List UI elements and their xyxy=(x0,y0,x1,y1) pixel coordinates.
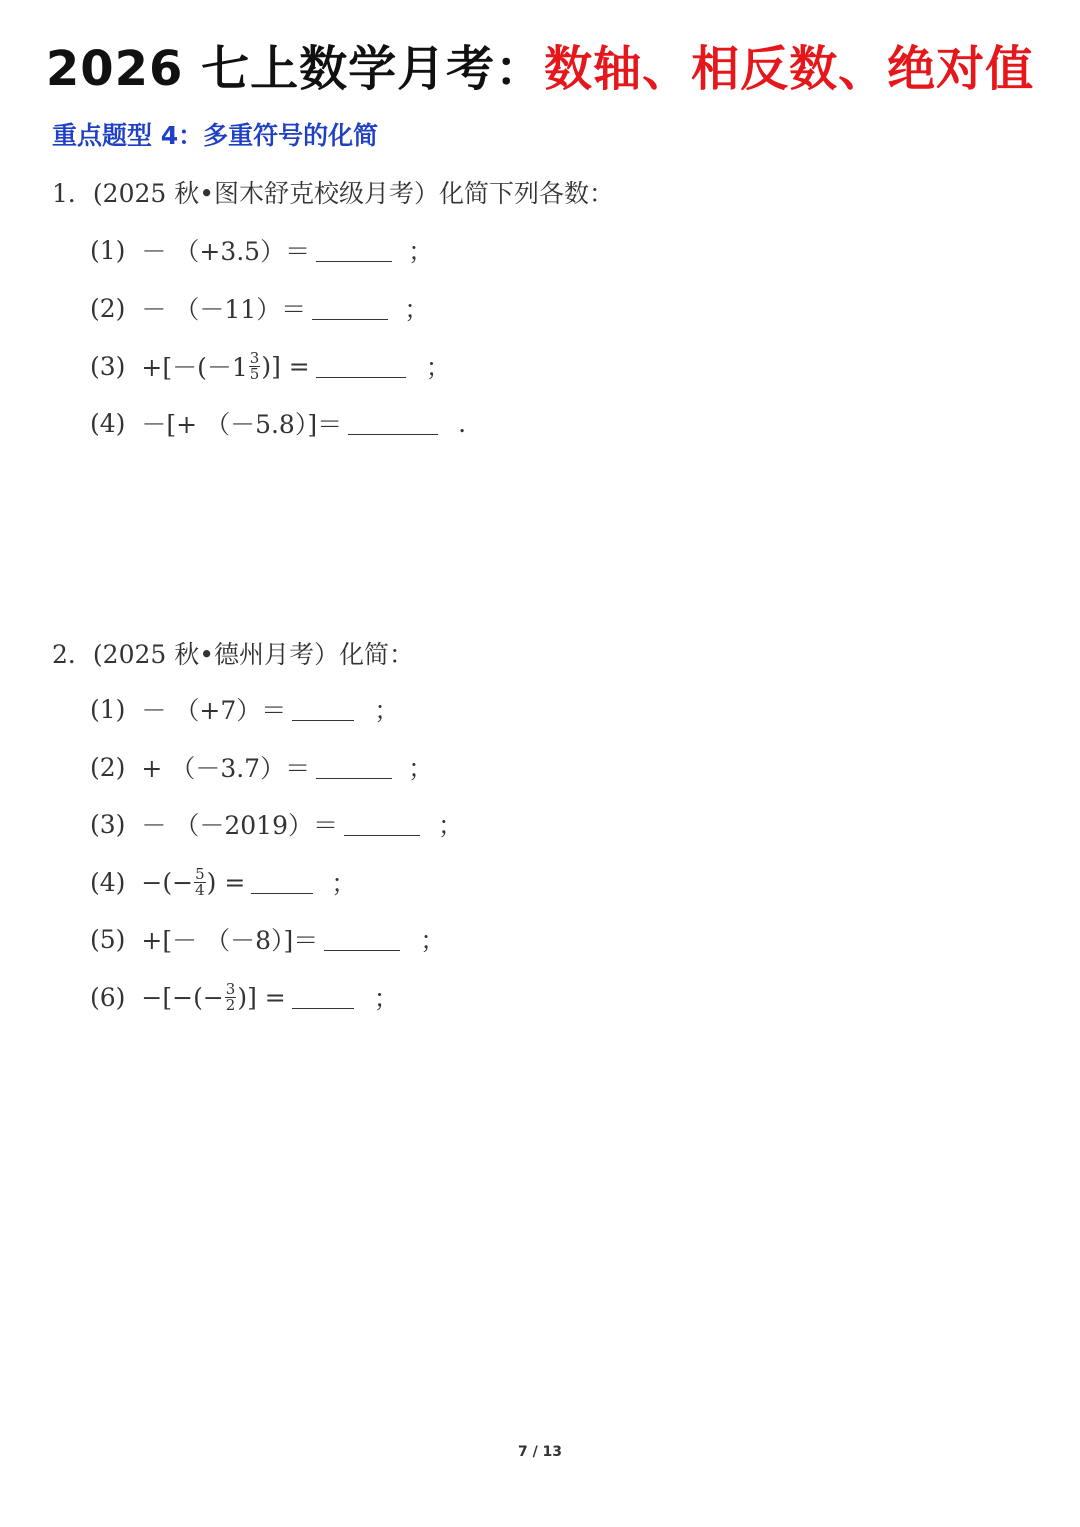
item-number: (4) xyxy=(90,867,126,897)
item-expression: +[－ （－8）]＝ xyxy=(141,926,319,955)
fraction-denominator: 5 xyxy=(249,364,260,383)
answer-blank[interactable] xyxy=(316,239,392,262)
q2-item-4 xyxy=(90,860,356,904)
item-expression: － （－11）＝ xyxy=(141,295,307,324)
fraction-numerator: 5 xyxy=(195,864,205,883)
fraction-denominator: 4 xyxy=(195,880,205,899)
item-expression-tail: ) = xyxy=(206,867,246,897)
item-expression: +[－(－1 xyxy=(141,353,248,382)
fraction-numerator: 3 xyxy=(249,348,260,367)
fraction xyxy=(225,979,237,1014)
item-number: (4) xyxy=(90,408,126,438)
item-expression: −(− xyxy=(141,867,194,897)
fraction xyxy=(249,348,261,383)
item-number: (3) xyxy=(90,351,126,381)
answer-blank[interactable] xyxy=(316,756,392,779)
item-expression: － （+3.5）＝ xyxy=(141,237,311,266)
item-punct: . xyxy=(458,408,467,438)
question-2-heading: 2．(2025 秋•德州月考）化简： xyxy=(52,640,414,669)
item-expression: － （－2019）＝ xyxy=(141,811,338,840)
item-number: (1) xyxy=(90,694,126,724)
item-punct: ； xyxy=(373,984,399,1013)
q2-item-6 xyxy=(90,975,399,1019)
item-punct: ； xyxy=(408,237,434,266)
item-expression: －[+ （－5.8）]＝ xyxy=(141,410,343,439)
item-number: (2) xyxy=(90,752,126,782)
answer-blank[interactable] xyxy=(316,355,406,378)
item-number: (2) xyxy=(90,293,126,323)
q1-item-2 xyxy=(90,286,429,330)
answer-blank[interactable] xyxy=(251,871,313,894)
item-number: (3) xyxy=(90,809,126,839)
fraction-numerator: 3 xyxy=(225,979,236,998)
item-punct: ； xyxy=(425,353,451,382)
q1-item-3 xyxy=(90,344,451,388)
answer-blank[interactable] xyxy=(344,813,420,836)
item-punct: ； xyxy=(331,869,357,898)
page-title xyxy=(0,30,1080,99)
item-punct: ； xyxy=(408,754,434,783)
item-punct: ； xyxy=(438,811,464,840)
answer-blank[interactable] xyxy=(324,928,400,951)
item-expression-tail: )] = xyxy=(261,351,310,381)
answer-blank[interactable] xyxy=(312,297,388,320)
item-expression-tail: )] = xyxy=(237,982,286,1012)
q1-item-4 xyxy=(90,401,466,445)
title-topic: 数轴、相反数、绝对值 xyxy=(544,41,1035,97)
answer-blank[interactable] xyxy=(292,986,354,1009)
q1-item-1 xyxy=(90,228,433,272)
fraction xyxy=(194,864,206,899)
page-number: 7 / 13 xyxy=(517,1444,563,1460)
item-punct: ； xyxy=(404,295,430,324)
item-expression: － （+7）＝ xyxy=(141,696,287,725)
q2-item-2 xyxy=(90,745,433,789)
section-heading: 重点题型 4：多重符号的化简 xyxy=(52,121,379,150)
question-1-heading: 1．(2025 秋•图木舒克校级月考）化简下列各数： xyxy=(52,179,614,208)
item-expression: + （－3.7）＝ xyxy=(141,754,311,783)
item-number: (1) xyxy=(90,235,126,265)
item-punct: ； xyxy=(374,696,400,725)
item-number: (6) xyxy=(90,982,126,1012)
item-expression: −[−(− xyxy=(141,982,224,1012)
item-number: (5) xyxy=(90,924,126,954)
fraction-denominator: 2 xyxy=(225,995,236,1014)
answer-blank[interactable] xyxy=(348,412,438,435)
item-punct: ； xyxy=(420,926,446,955)
answer-blank[interactable] xyxy=(292,698,354,721)
q2-item-3 xyxy=(90,802,463,846)
q2-item-5 xyxy=(90,917,445,961)
q2-item-1 xyxy=(90,687,399,731)
title-main: 2026 七上数学月考： xyxy=(45,41,545,97)
